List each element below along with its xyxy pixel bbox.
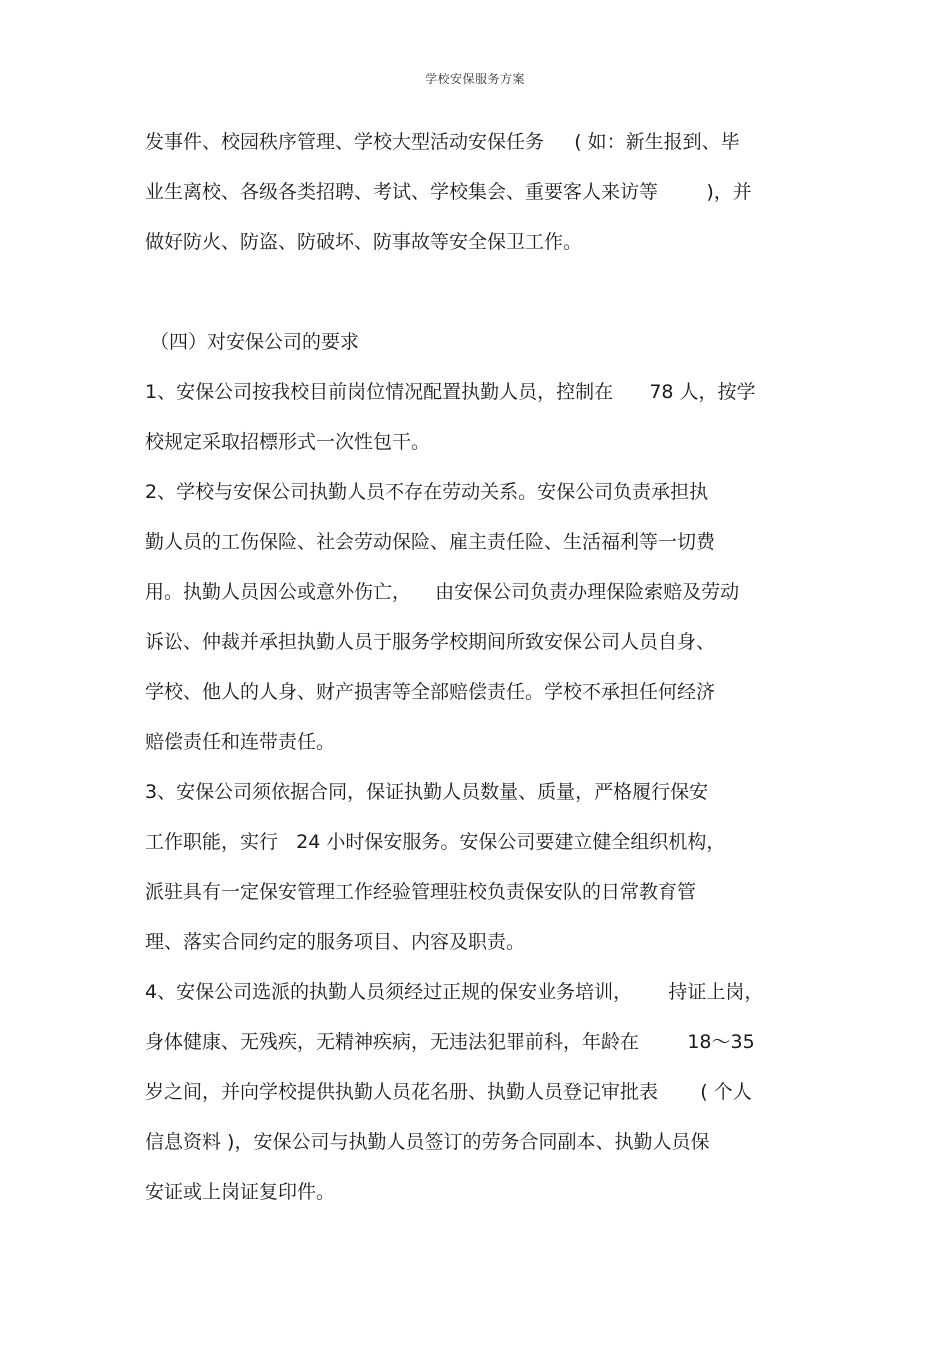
body-text-line: 发事件、校园秩序管理、学校大型活动安保任务 ( 如：新生报到、毕: [145, 131, 740, 153]
body-text-line: 岁之间，并向学校提供执勤人员花名册、执勤人员登记审批表 ( 个人: [145, 1081, 752, 1103]
body-text-line: 派驻具有一定保安管理工作经验管理驻校负责保安队的日常教育管: [145, 881, 697, 903]
body-text-line: 3、安保公司须依据合同，保证执勤人员数量、质量，严格履行保安: [145, 781, 709, 803]
body-text-line: 身体健康、无残疾，无精神疾病，无违法犯罪前科，年龄在 18～35: [145, 1031, 755, 1053]
body-text-line: 勤人员的工伤保险、社会劳动保险、雇主责任险、生活福利等一切费: [145, 531, 716, 553]
body-text-line: 工作职能，实行 24 小时保安服务。安保公司要建立健全组织机构，: [145, 831, 726, 853]
body-text-line: 业生离校、各级各类招聘、考试、学校集会、重要客人来访等 )，并: [145, 181, 752, 203]
body-text-line: 理、落实合同约定的服务项目、内容及职责。: [145, 931, 526, 953]
body-text-line: 赔偿责任和连带责任。: [145, 731, 336, 753]
body-text-line: 校规定采取招標形式一次性包干。: [145, 431, 431, 453]
body-text-line: 安证或上岗证复印件。: [145, 1181, 336, 1203]
body-text-line: 用。执勤人员因公或意外伤亡， 由安保公司负责办理保险索赔及劳动: [145, 581, 740, 603]
body-text-line: 诉讼、仲裁并承担执勤人员于服务学校期间所致安保公司人员自身、: [145, 631, 716, 653]
body-text-line: 2、学校与安保公司执勤人员不存在劳动关系。安保公司负责承担执: [145, 481, 709, 503]
section-heading: （四）对安保公司的要求: [150, 331, 360, 353]
body-text-line: 信息资料 )，安保公司与执勤人员签订的劳务合同副本、执勤人员保: [145, 1131, 710, 1153]
body-text-line: 1、安保公司按我校目前岗位情况配置执勤人员，控制在 78 人，按学: [145, 381, 756, 403]
body-text-line: 4、安保公司选派的执勤人员须经过正规的保安业务培训， 持证上岗，: [145, 981, 764, 1003]
body-text-line: 学校、他人的人身、财产损害等全部赔偿责任。学校不承担任何经济: [145, 681, 716, 703]
body-text-line: 做好防火、防盗、防破坏、防事故等安全保卫工作。: [145, 231, 583, 253]
page-header-title: 学校安保服务方案: [424, 72, 525, 86]
